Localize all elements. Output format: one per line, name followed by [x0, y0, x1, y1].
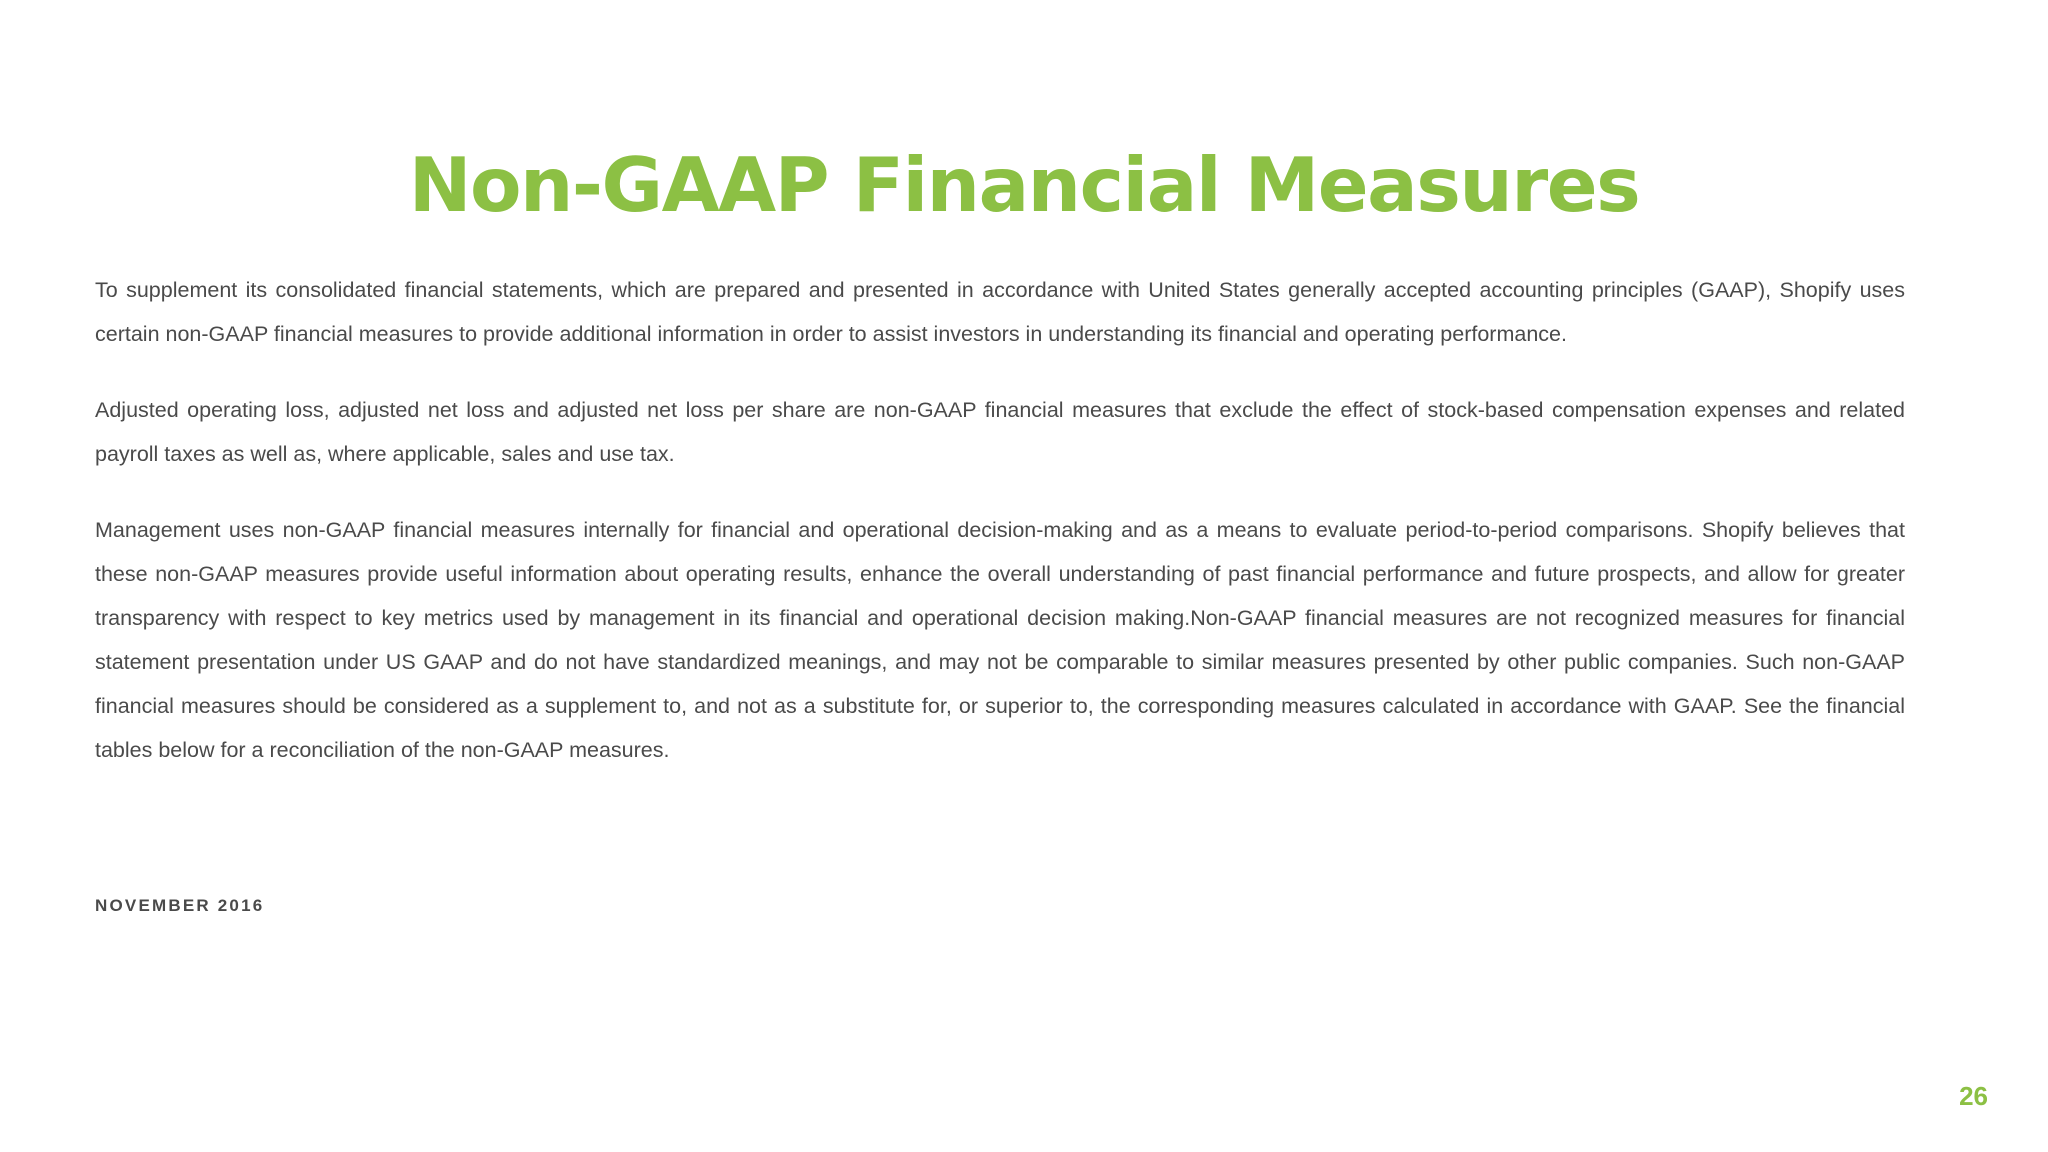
body-content [95, 268, 1905, 772]
date-label: NOVEMBER 2016 [95, 896, 265, 915]
page-title: Non-GAAP Financial Measures [408, 141, 1640, 230]
paragraph-2: Adjusted operating loss, adjusted net loss and adjusted net loss per share are non-GAAP financial measures that exclude the effect of stock-based compensation expenses and related payroll taxes as well as, where applicable, sales and use tax. [95, 398, 1905, 466]
paragraph-3: Management uses non-GAAP financial measures internally for financial and operational decision-making and as a means to evaluate period-to-period comparisons. Shopify believes that these non-GAAP measures provide useful information about operating results, enhance the overall understanding of past financial performance and future prospects, and allow for greater transparency with respect to key metrics used by management in its financial and operational decision making.Non-GAAP financial measures are not recognized measures for financial statement presentation under US GAAP and do not have standardized meanings, and may not be comparable to similar measures presented by other public companies. Such non-GAAP financial measures should be considered as a supplement to, and not as a substitute for, or superior to, the corresponding measures calculated in accordance with GAAP. See the financial tables below for a reconciliation of the non-GAAP measures. [95, 518, 1905, 762]
page-number: 26 [1959, 1081, 1988, 1111]
paragraph-1: To supplement its consolidated financial statements, which are prepared and presented in accordance with United States generally accepted accounting principles (GAAP), Shopify uses certain non-GAAP financial measures to provide additional information in order to assist investors in understanding its financial and operating performance. [95, 278, 1905, 346]
